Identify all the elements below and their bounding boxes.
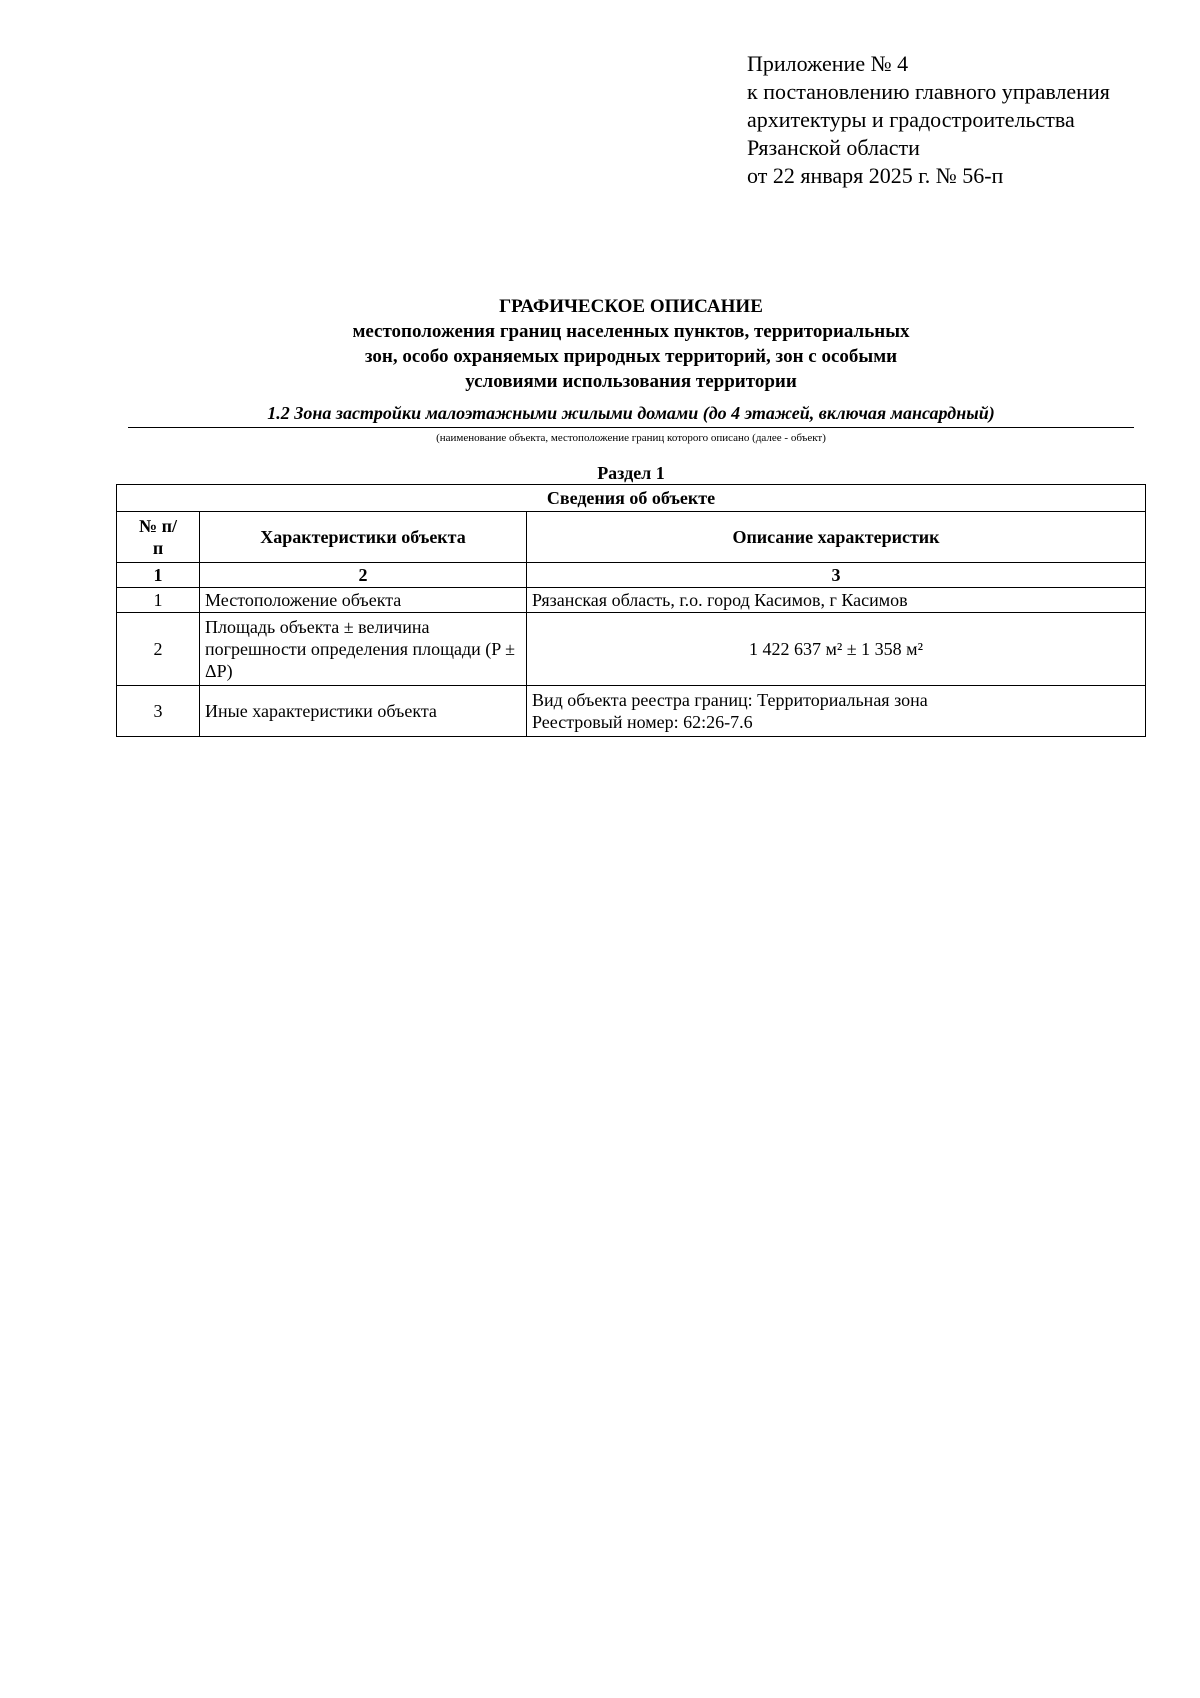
column-header-characteristic: Характеристики объекта (200, 512, 527, 563)
table-row (117, 588, 1146, 613)
appendix-line: Рязанской области (747, 135, 920, 160)
column-number-row (117, 563, 1146, 588)
row-number: 2 (117, 613, 200, 686)
table-caption-row (117, 485, 1146, 512)
row-description (527, 686, 1146, 737)
object-name: 1.2 Зона застройки малоэтажными жилыми домами (до 4 этажей, включая мансардный) (128, 401, 1134, 428)
column-header-description: Описание характеристик (527, 512, 1146, 563)
row-description-line: Реестровый номер: 62:26-7.6 (532, 712, 753, 732)
table-caption: Сведения об объекте (117, 485, 1146, 512)
column-header-number (117, 512, 200, 563)
column-number: 3 (527, 563, 1146, 588)
document-heading (128, 294, 1134, 394)
row-characteristic: Площадь объекта ± величина погрешности определения площади (P ± ΔP) (200, 613, 527, 686)
document-subtitle-line: зон, особо охраняемых природных территорий, зон с особыми (364, 346, 898, 367)
row-number: 3 (117, 686, 200, 737)
appendix-block (747, 50, 1167, 190)
table-row (117, 613, 1146, 686)
appendix-line: к постановлению главного управления (747, 79, 1110, 104)
appendix-line: от 22 января 2025 г. № 56-п (747, 163, 1004, 188)
column-number: 1 (117, 563, 200, 588)
row-number: 1 (117, 588, 200, 613)
appendix-line: Приложение № 4 (747, 51, 909, 76)
row-characteristic: Иные характеристики объекта (200, 686, 527, 737)
column-number: 2 (200, 563, 527, 588)
document-subtitle-line: местоположения границ населенных пунктов, территориальных (352, 321, 910, 342)
section-title: Раздел 1 (597, 463, 665, 483)
row-characteristic: Местоположение объекта (200, 588, 527, 613)
document-title: ГРАФИЧЕСКОЕ ОПИСАНИЕ (499, 296, 763, 317)
document-subtitle-line: условиями использования территории (465, 371, 797, 392)
table-header-row (117, 512, 1146, 563)
column-header-number-text: № п/п (139, 516, 177, 558)
object-info-table (116, 484, 1146, 737)
row-description: 1 422 637 м² ± 1 358 м² (527, 613, 1146, 686)
table-row (117, 686, 1146, 737)
appendix-line: архитектуры и градостроительства (747, 107, 1075, 132)
row-description: Рязанская область, г.о. город Касимов, г Касимов (527, 588, 1146, 613)
object-name-hint: (наименование объекта, местоположение границ которого описано (далее - объект) (436, 432, 826, 444)
row-description-line: Вид объекта реестра границ: Территориальная зона (532, 690, 928, 710)
